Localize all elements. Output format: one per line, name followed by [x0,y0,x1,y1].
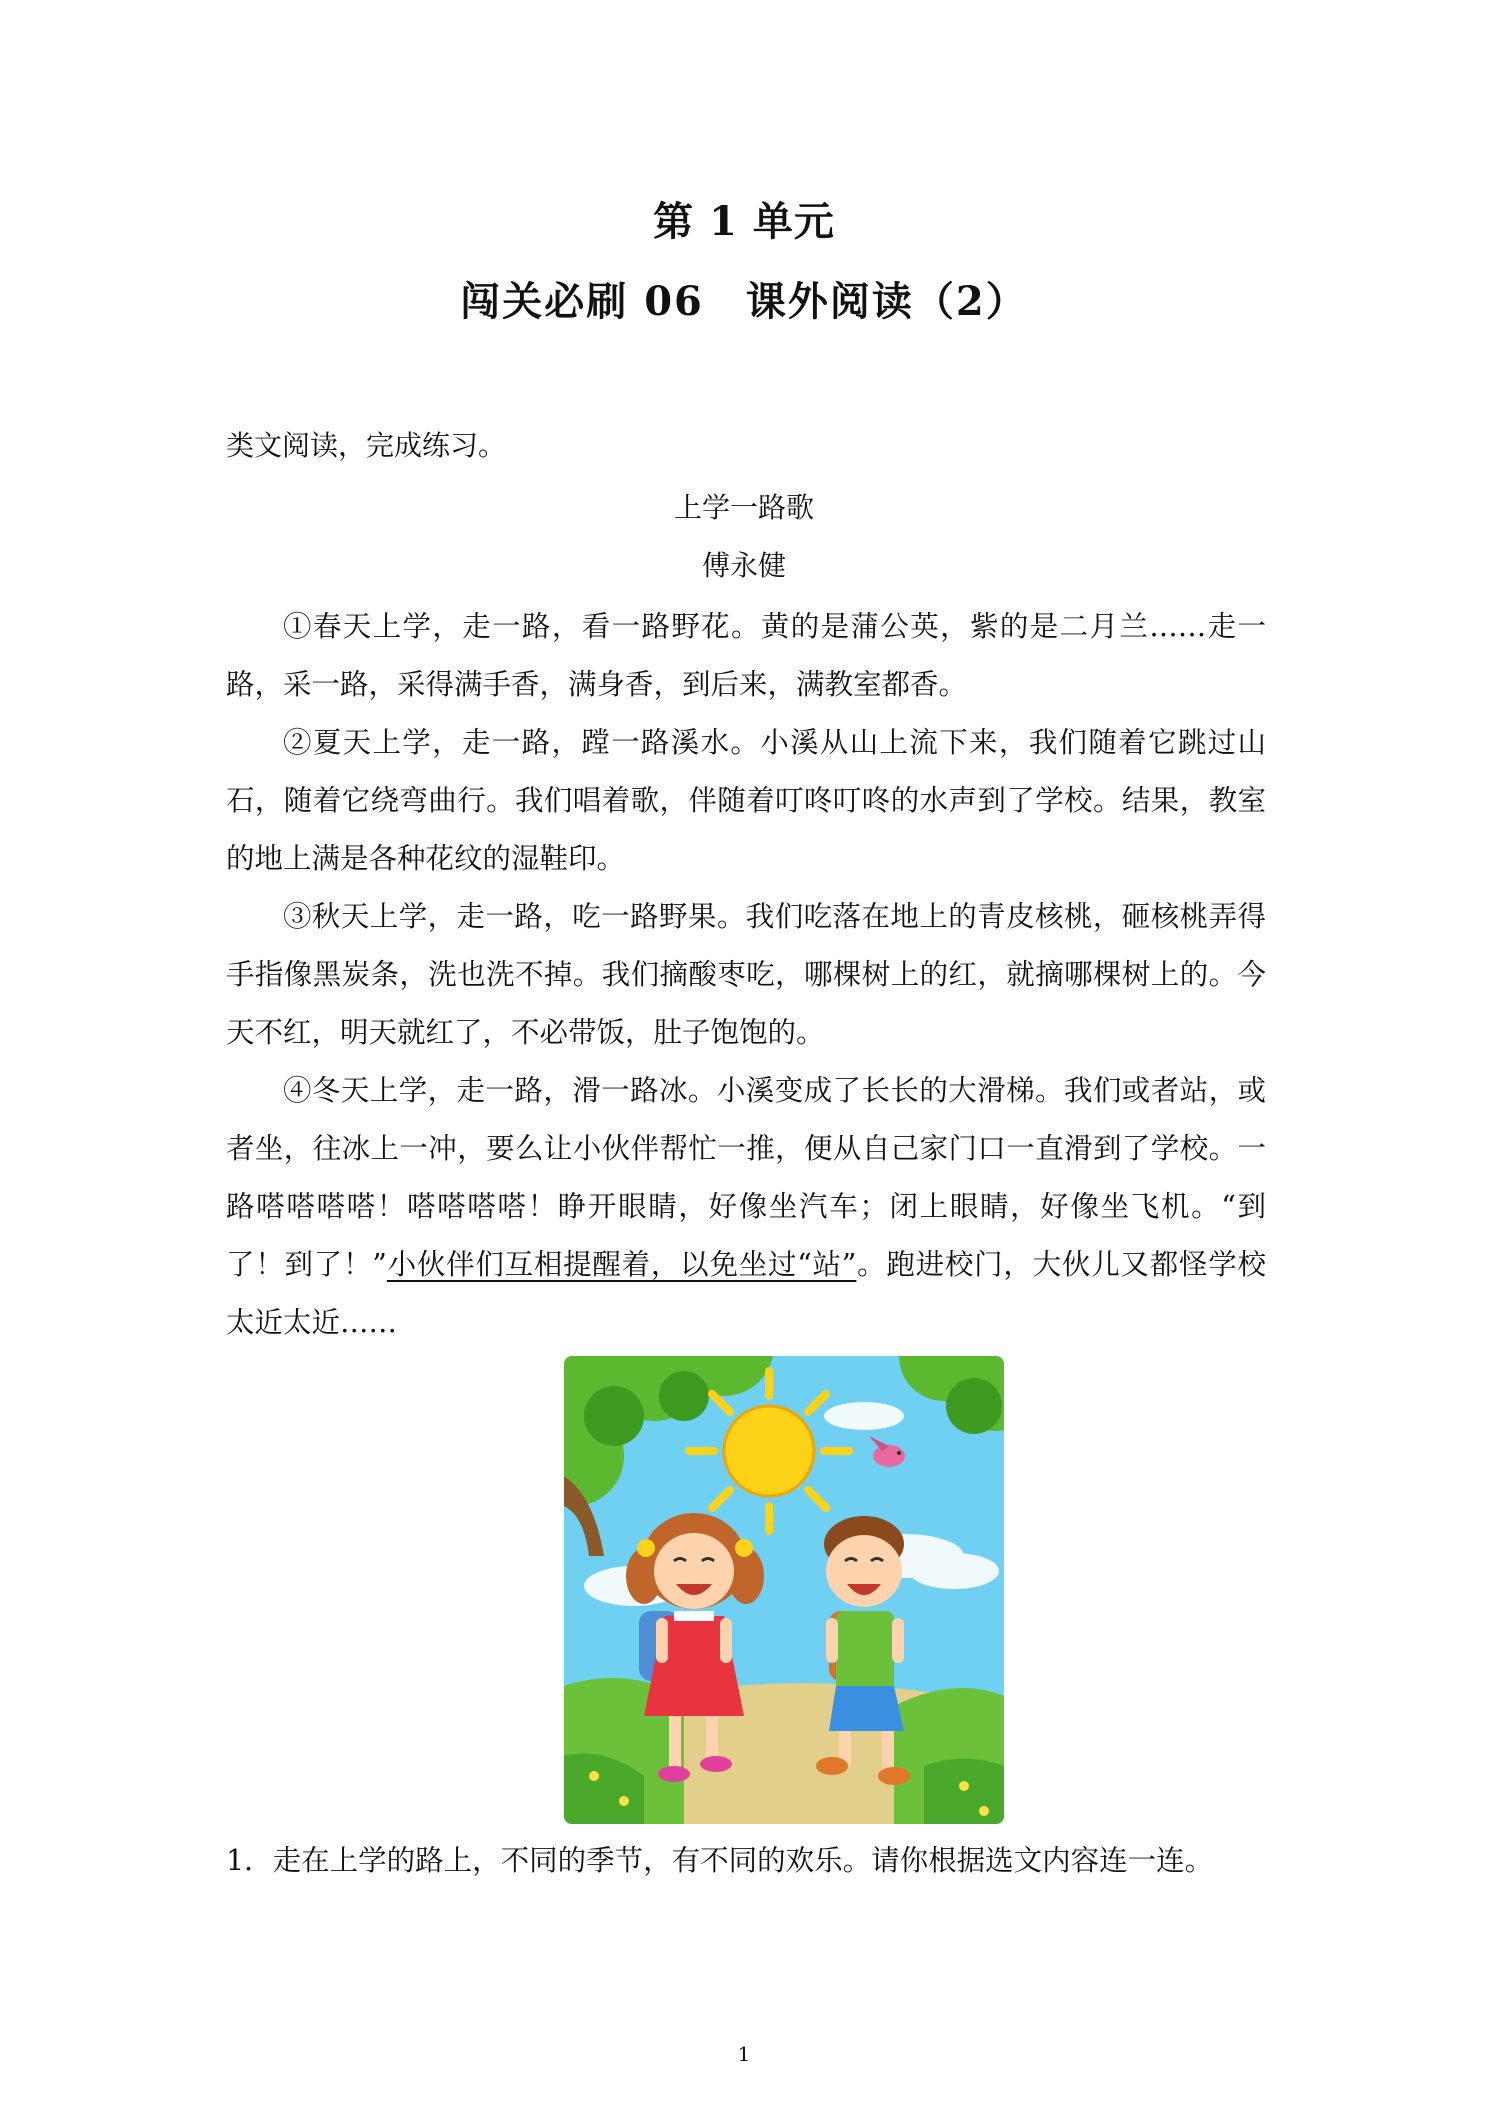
lesson-title: 闯关必刷 06 课外阅读（2） [460,278,1028,325]
paragraph-winter-after: 。跑进校门，大伙儿又都怪学校太近太近…… [226,1248,1266,1339]
article-author: 傅永健 [701,549,786,582]
article-title: 上学一路歌 [673,491,814,524]
paragraph-winter-before: ④冬天上学，走一路，滑一路冰。小溪变成了长长的大滑梯。我们或者站，或者坐，往冰上一冲，要么让小伙伴帮忙一推，便从自己家门口一直滑到了学校。一路嗒嗒嗒嗒！嗒嗒嗒嗒！睁开眼睛，好像坐汽车；闭上眼睛，好像坐飞机。“到了！到了！” [226,1074,1266,1281]
question-1: 1．走在上学的路上，不同的季节，有不同的欢乐。请你根据选文内容连一连。 [226,1844,1214,1877]
paragraph-autumn: ③秋天上学，走一路，吃一路野果。我们吃落在地上的青皮核桃，砸核桃弄得手指像黑炭条，洗也洗不掉。我们摘酸枣吃，哪棵树上的红，就摘哪棵树上的。今天不红，明天就红了，不必带饭，肚子饱饱的。 [226,900,1266,1049]
paragraph-summer: ②夏天上学，走一路，蹚一路溪水。小溪从山上流下来，我们随着它跳过山石，随着它绕弯曲行。我们唱着歌，伴随着叮咚叮咚的水声到了学校。结果，教室的地上满是各种花纹的湿鞋印。 [226,726,1266,875]
underlined-sentence: 小伙伴们互相提醒着，以免坐过“站” [386,1248,857,1281]
reading-instruction: 类文阅读，完成练习。 [226,429,507,462]
page-number: 1 [737,2042,751,2066]
unit-title: 第 1 单元 [653,198,835,245]
sun-icon [689,1371,849,1531]
paragraph-spring: ①春天上学，走一路，看一路野花。黄的是蒲公英，紫的是二月兰……走一路，采一路，采得满手香，满身香，到后来，满教室都香。 [226,610,1266,701]
article-body [226,598,1266,1352]
children-walking-illustration [564,1356,1004,1824]
paragraph-winter [226,1062,1266,1352]
